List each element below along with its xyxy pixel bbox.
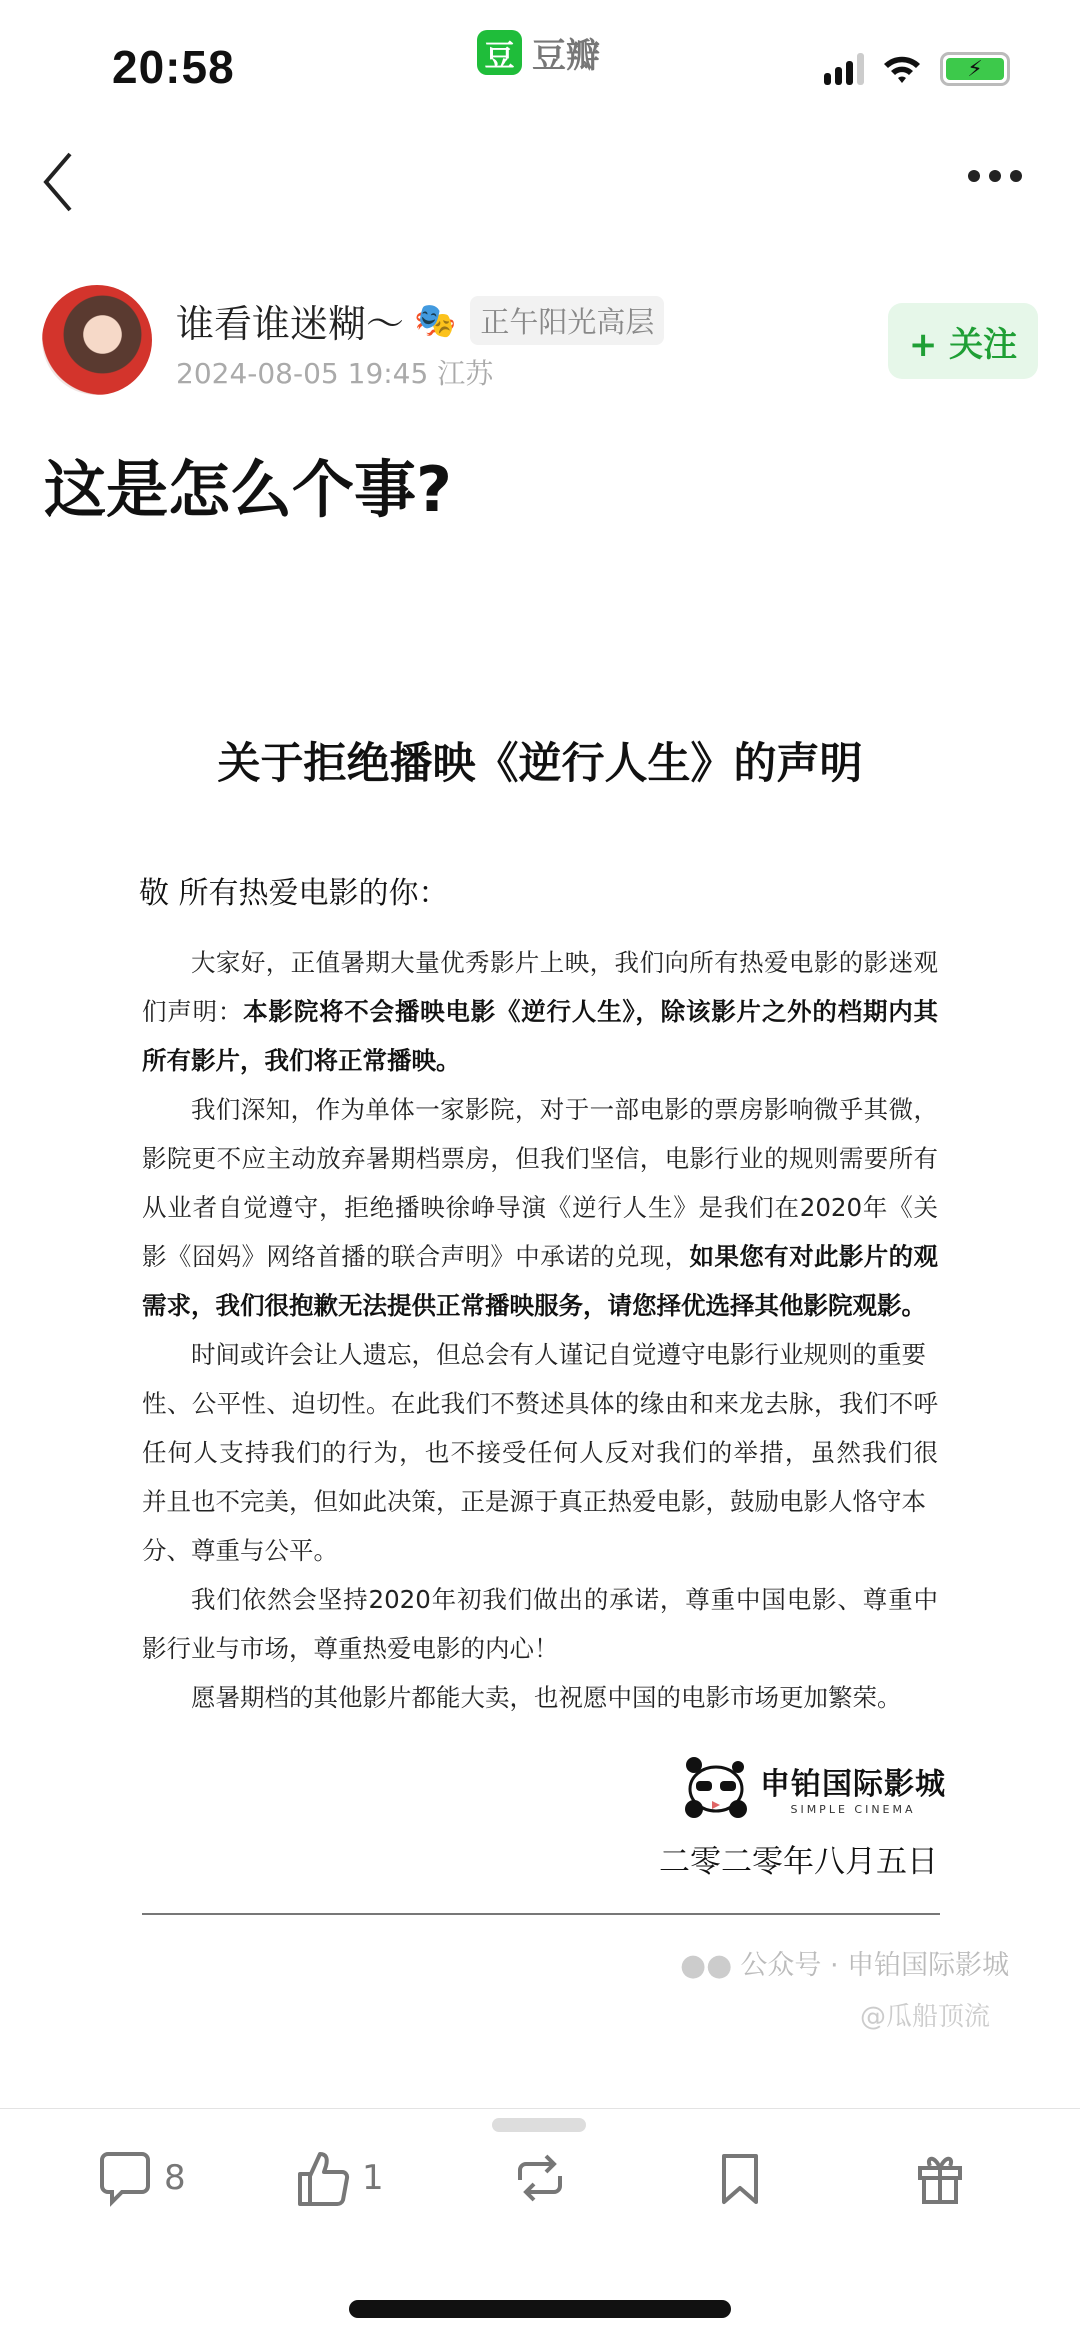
statement-line xyxy=(142,1428,938,1477)
panda-logo-icon xyxy=(684,1755,748,1819)
back-chevron-icon[interactable] xyxy=(40,150,80,214)
statement-line xyxy=(142,1085,938,1134)
statement-line xyxy=(142,1526,938,1575)
gift-icon xyxy=(912,2148,968,2208)
statement-line xyxy=(142,987,938,1036)
thumbs-up-icon xyxy=(296,2148,352,2208)
bookmark-button[interactable] xyxy=(712,2148,768,2208)
statement-line xyxy=(142,1477,938,1526)
theater-masks-icon: 🎭 xyxy=(414,300,457,341)
statement-line xyxy=(142,1134,938,1183)
status-icons xyxy=(824,52,1010,86)
weibo-watermark: @瓜船顶流 xyxy=(860,2002,991,2032)
statement-bold-text: 如果您有对此影片的观 xyxy=(689,1242,938,1271)
bookmark-icon xyxy=(712,2148,768,2208)
douban-logo-icon: 豆 xyxy=(477,30,522,75)
statement-line xyxy=(142,1232,938,1281)
like-count: 1 xyxy=(362,2158,384,2198)
statement-line xyxy=(142,1673,938,1722)
status-time: 20:58 xyxy=(112,41,235,93)
statement-line xyxy=(142,1281,938,1330)
watermark-text: 公众号 · 申铂国际影城 xyxy=(740,1950,1010,1981)
gift-button[interactable] xyxy=(912,2148,968,2208)
statement-line xyxy=(142,1330,938,1379)
avatar[interactable] xyxy=(42,285,152,395)
author-name[interactable]: 谁看谁迷糊～ xyxy=(176,302,405,346)
comment-count: 8 xyxy=(164,2158,186,2198)
cinema-logo xyxy=(684,1755,946,1819)
statement-text: 我们深知，作为单体一家影院，对于一部电影的票房影响微乎其微， xyxy=(191,1095,938,1124)
group-badge[interactable]: 正午阳光高层 xyxy=(470,296,664,345)
statement-line xyxy=(142,1624,938,1673)
post-title: 这是怎么个事? xyxy=(44,453,452,526)
statement-title: 关于拒绝播映《逆行人生》的声明 xyxy=(217,739,863,789)
battery-charging-icon: ⚡ xyxy=(940,52,1010,86)
wechat-icon: ●● xyxy=(680,1948,733,1983)
statement-text: 愿暑期档的其他影片都能大卖，也祝愿中国的电影市场更加繁荣。 xyxy=(191,1683,902,1712)
statement-text: 们声明： xyxy=(142,997,244,1026)
comment-button[interactable] xyxy=(98,2148,186,2208)
repost-icon xyxy=(512,2148,568,2208)
statement-text: 影《囧妈》网络首播的联合声明》中承诺的兑现， xyxy=(142,1242,690,1271)
statement-text: 影院更不应主动放弃暑期档票房，但我们坚信，电影行业的规则需要所有 xyxy=(142,1144,938,1173)
cinema-name: 申铂国际影城 xyxy=(760,1766,946,1802)
more-options-icon[interactable] xyxy=(968,170,1022,182)
app-name: 豆瓣 xyxy=(532,36,600,76)
home-indicator[interactable] xyxy=(349,2300,731,2318)
cinema-en-name: SIMPLE CINEMA xyxy=(790,1802,916,1816)
statement-line xyxy=(142,1575,938,1624)
signal-icon xyxy=(824,53,864,85)
wechat-watermark xyxy=(680,1948,1009,1984)
like-button[interactable] xyxy=(296,2148,384,2208)
statement-text: 我们依然会坚持2020年初我们做出的承诺，尊重中国电影、尊重中 xyxy=(191,1585,938,1614)
statement-line xyxy=(142,1379,938,1428)
statement-bold-text: 本影院将不会播映电影《逆行人生》，除该影片之外的档期内其 xyxy=(243,997,938,1026)
follow-button[interactable]: + 关注 xyxy=(888,303,1038,379)
post-date: 2024-08-05 19:45 xyxy=(176,357,429,390)
statement-text: 分、尊重与公平。 xyxy=(142,1536,338,1565)
statement-bold-text: 需求，我们很抱歉无法提供正常播映服务，请您择优选择其他影院观影。 xyxy=(142,1291,926,1320)
statement-text: 并且也不完美，但如此决策，正是源于真正热爱电影，鼓励电影人恪守本 xyxy=(142,1487,926,1516)
statement-date: 二零二零年八月五日 xyxy=(659,1844,938,1880)
post-location: 江苏 xyxy=(437,357,494,390)
comment-icon xyxy=(98,2148,154,2208)
statement-line xyxy=(142,1183,938,1232)
divider xyxy=(142,1913,940,1915)
statement-text: 时间或许会让人遗忘，但总会有人谨记自觉遵守电影行业规则的重要 xyxy=(191,1340,926,1369)
statement-text: 影行业与市场，尊重热爱电影的内心！ xyxy=(142,1634,559,1663)
statement-text: 大家好，正值暑期大量优秀影片上映，我们向所有热爱电影的影迷观 xyxy=(191,948,938,977)
drag-handle[interactable] xyxy=(492,2118,586,2132)
post-meta xyxy=(176,352,493,392)
statement-body xyxy=(142,938,938,1722)
author-row xyxy=(176,293,664,348)
statement-text: 任何人支持我们的行为，也不接受任何人反对我们的举措，虽然我们很 xyxy=(142,1438,938,1467)
statement-text: 性、公平性、迫切性。在此我们不赘述具体的缘由和来龙去脉，我们不呼 xyxy=(142,1389,938,1418)
statement-line xyxy=(142,1036,938,1085)
statement-line xyxy=(142,938,938,987)
statement-bold-text: 所有影片，我们将正常播映。 xyxy=(142,1046,461,1075)
app-indicator xyxy=(477,28,600,77)
wifi-icon xyxy=(882,53,922,85)
statement-greeting: 敬 所有热爱电影的你： xyxy=(139,876,449,911)
repost-button[interactable] xyxy=(512,2148,568,2208)
statement-text: 从业者自觉遵守，拒绝播映徐峥导演《逆行人生》是我们在2020年《关 xyxy=(142,1193,938,1222)
